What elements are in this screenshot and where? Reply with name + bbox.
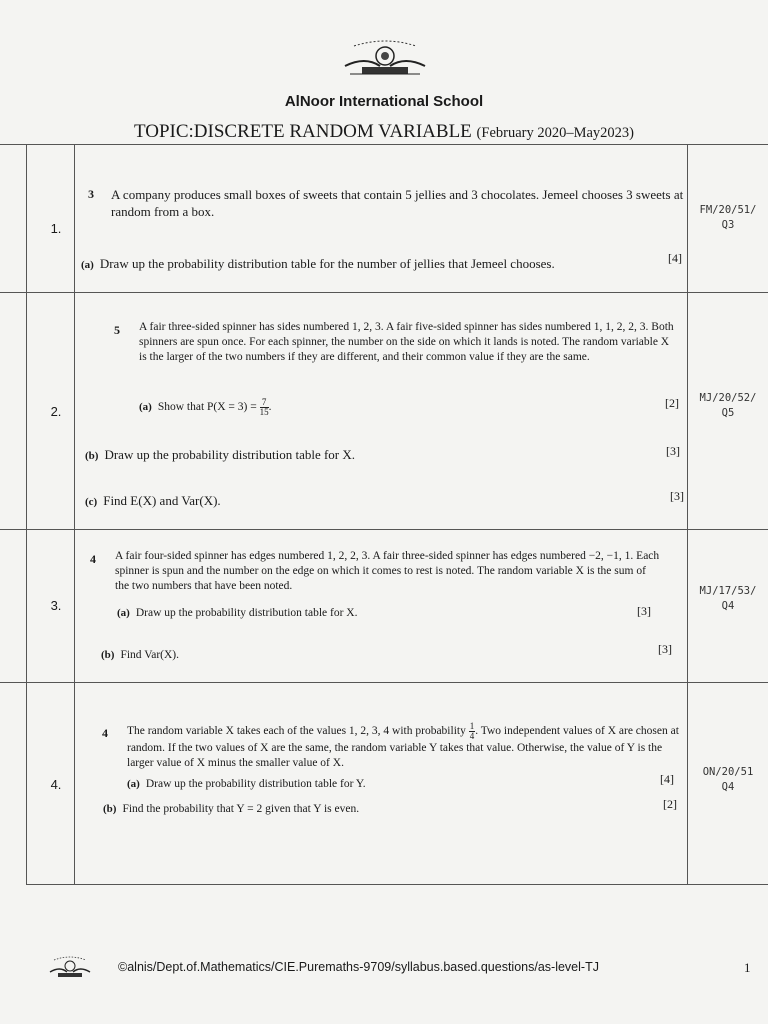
ref-line-2: Q4	[721, 600, 735, 612]
part-label: (b)	[101, 649, 115, 661]
part-label: (a)	[127, 778, 140, 790]
question-part-a	[117, 606, 357, 621]
question-reference	[688, 584, 768, 614]
row-number: 3.	[50, 598, 62, 613]
question-part-b	[103, 802, 359, 817]
ref-line-2: Q4	[721, 781, 735, 793]
stem-text-start: The random variable X takes each of the values 1, 2, 3, 4 with probability	[127, 725, 466, 738]
part-text: Find E(X) and Var(X).	[103, 493, 221, 508]
fraction-numerator: 1	[469, 721, 475, 731]
table-bottom-line	[26, 884, 768, 885]
marks: [4]	[668, 251, 682, 265]
question-part-b	[85, 447, 355, 463]
row-number: 1.	[50, 221, 62, 236]
question-stem: A fair three-sided spinner has sides numbered 1, 2, 3. A fair five-sided spinner has sides numbered 1, 1, 2, 2, 3. Both spinners are spun once. For each spinner, the number on the side on which it lands is noted. The random variable X is the larger of the two numbers if they are different, and their common value if they are the same.	[139, 321, 674, 363]
fraction-denominator: 15	[259, 407, 269, 417]
question-part-a: (a) Show that P(X = 3) = $\frac{7}{15}$ .	[139, 397, 272, 417]
part-text: Find the probability that Y = 2 given that Y is even.	[122, 803, 360, 815]
question-number: 4	[102, 726, 108, 740]
fraction	[260, 398, 269, 417]
ref-line-2: Q5	[721, 407, 735, 419]
question-reference	[688, 391, 768, 421]
marks: [4]	[660, 772, 674, 786]
question-part-a	[127, 777, 366, 792]
question-number: 4	[90, 552, 96, 566]
footer-logo-icon	[48, 954, 92, 980]
question-number: 5	[114, 323, 120, 337]
ref-line-1: MJ/17/53/	[699, 585, 757, 597]
part-text: Draw up the probability distribution table for X.	[104, 447, 356, 462]
marks: [2]	[663, 797, 677, 811]
marks: [3]	[637, 604, 651, 618]
part-text: Draw up the probability distribution table for the number of jellies that Jemeel chooses.	[99, 256, 555, 271]
question-part-a	[81, 256, 641, 272]
footer-text: ©alnis/Dept.of.Mathematics/CIE.Puremaths-9709/syllabus.based.questions/as-level-TJ	[118, 960, 599, 974]
part-label: (b)	[103, 803, 117, 815]
topic-main: TOPIC:DISCRETE RANDOM VARIABLE	[133, 121, 472, 142]
school-logo-icon	[340, 36, 430, 80]
stem-text-end: . Two independent values of X are chosen at random. If the two values of X are the same, the random variable Y takes that value. Otherwise, the value of Y is the larger value of X minus the smaller value of X.	[127, 725, 679, 769]
question-stem	[127, 722, 679, 771]
part-label: (a)	[139, 401, 152, 414]
table-top-line	[0, 144, 768, 145]
topic-range: (February 2020–May2023)	[476, 125, 635, 141]
row-divider-3	[0, 682, 768, 683]
marks: [3]	[670, 489, 684, 503]
part-text: Draw up the probability distribution table for X.	[135, 607, 358, 619]
part-text: Show that P(X = 3) =	[157, 401, 257, 414]
question-stem: A company produces small boxes of sweets that contain 5 jellies and 3 chocolates. Jemeel chooses 3 sweets at random from a box.	[111, 187, 684, 219]
question-part-b	[101, 648, 179, 663]
part-text: Find Var(X).	[120, 649, 180, 661]
question-reference	[688, 203, 768, 233]
part-label: (b)	[85, 450, 99, 462]
table-left-border	[26, 144, 27, 884]
question-part-c	[85, 493, 221, 509]
ref-line-1: FM/20/51/	[699, 204, 757, 216]
part-text: Draw up the probability distribution table for Y.	[145, 778, 366, 790]
fraction-denominator: 4	[469, 731, 475, 741]
part-label: (c)	[85, 496, 98, 508]
part-label: (a)	[117, 607, 130, 619]
marks: [3]	[658, 642, 672, 656]
school-name: AlNoor International School	[284, 93, 484, 110]
fraction-numerator: 7	[260, 398, 269, 408]
row-number: 2.	[50, 404, 62, 419]
page-number: 1	[744, 960, 751, 975]
column-divider-left	[74, 144, 75, 884]
row-divider-1	[0, 292, 768, 293]
part-label: (a)	[81, 259, 94, 271]
marks: [3]	[666, 444, 680, 458]
ref-line-1: ON/20/51	[702, 766, 754, 778]
row-number: 4.	[50, 777, 62, 792]
marks: [2]	[665, 396, 679, 410]
page-title	[0, 121, 768, 143]
ref-line-2: Q3	[721, 219, 735, 231]
row-divider-2	[0, 529, 768, 530]
question-reference	[688, 765, 768, 795]
question-number: 3	[88, 187, 94, 201]
ref-line-1: MJ/20/52/	[699, 392, 757, 404]
question-stem: A fair four-sided spinner has edges numbered 1, 2, 2, 3. A fair three-sided spinner has edges numbered −2, −1, 1. Each spinner is spun and the number on the edge on which it comes to rest is noted. The random variable X is the sum of the two numbers that have been noted.	[115, 550, 660, 592]
